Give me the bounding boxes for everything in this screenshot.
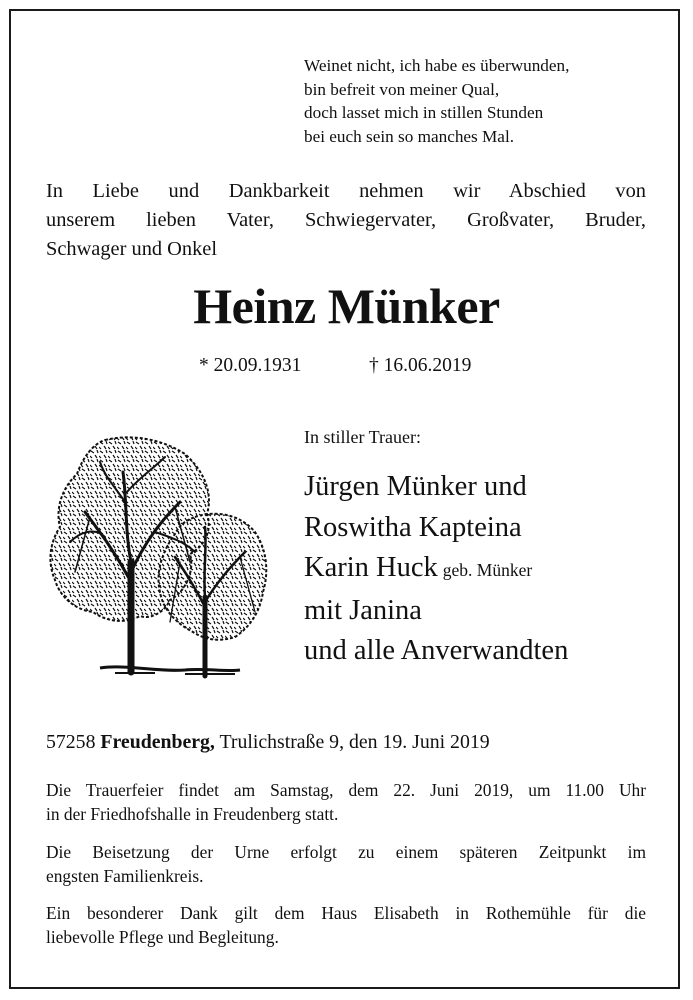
maiden-name: geb. Münker [442,560,533,580]
paragraph-line: Ein besonderer Dank gilt dem Haus Elisabeth in Rothemühle für die [46,903,646,923]
address-date: Trulichstraße 9, den 19. Juni 2019 [219,731,490,753]
zip-code: 57258 [46,731,96,753]
intro-line: In Liebe und Dankbarkeit nehmen wir Abschied von [46,180,646,202]
intro-line: Schwager und Onkel [46,238,218,260]
mourner-line: Roswitha Kapteina [304,511,522,543]
intro-line: unserem lieben Vater, Schwiegervater, Großvater, Bruder, [46,209,646,231]
funeral-service-paragraph [46,778,646,826]
paragraph-line: Die Beisetzung der Urne erfolgt zu einem späteren Zeitpunkt im [46,842,646,862]
poem-line: bin befreit von meiner Qual, [304,79,500,99]
two-trees-illustration-icon [45,432,270,680]
mourner-line: mit Janina [304,594,422,626]
mourner-name: Karin Huck [304,552,438,583]
poem-line: bei euch sein so manches Mal. [304,126,515,146]
mourner-line: Jürgen Münker und [304,471,527,502]
intro-text [46,177,646,264]
poem-line: doch lasset mich in stillen Stunden [304,103,544,122]
poem-line: Weinet nicht, ich habe es überwunden, [304,56,570,75]
paragraph-line: in der Friedhofshalle in Freudenberg statt. [46,804,339,824]
mourner-line [304,548,568,591]
city: Freudenberg, [100,731,215,753]
mourners-list [304,467,568,672]
mourning-heading: In stiller Trauer: [304,427,421,447]
paragraph-line: liebevolle Pflege und Begleitung. [46,927,279,947]
poem [304,54,569,148]
thanks-paragraph [46,901,646,949]
paragraph-line: engsten Familienkreis. [46,866,204,886]
birth-date: * 20.09.1931 [199,355,302,376]
burial-paragraph [46,840,646,888]
deceased-name: Heinz Münker [193,278,500,334]
place-date-line [46,731,490,754]
mourner-line: und alle Anverwandten [304,635,569,666]
life-dates [199,355,472,377]
paragraph-line: Die Trauerfeier findet am Samstag, dem 22. Juni 2019, um 11.00 Uhr [46,780,646,800]
death-date: † 16.06.2019 [369,355,472,376]
